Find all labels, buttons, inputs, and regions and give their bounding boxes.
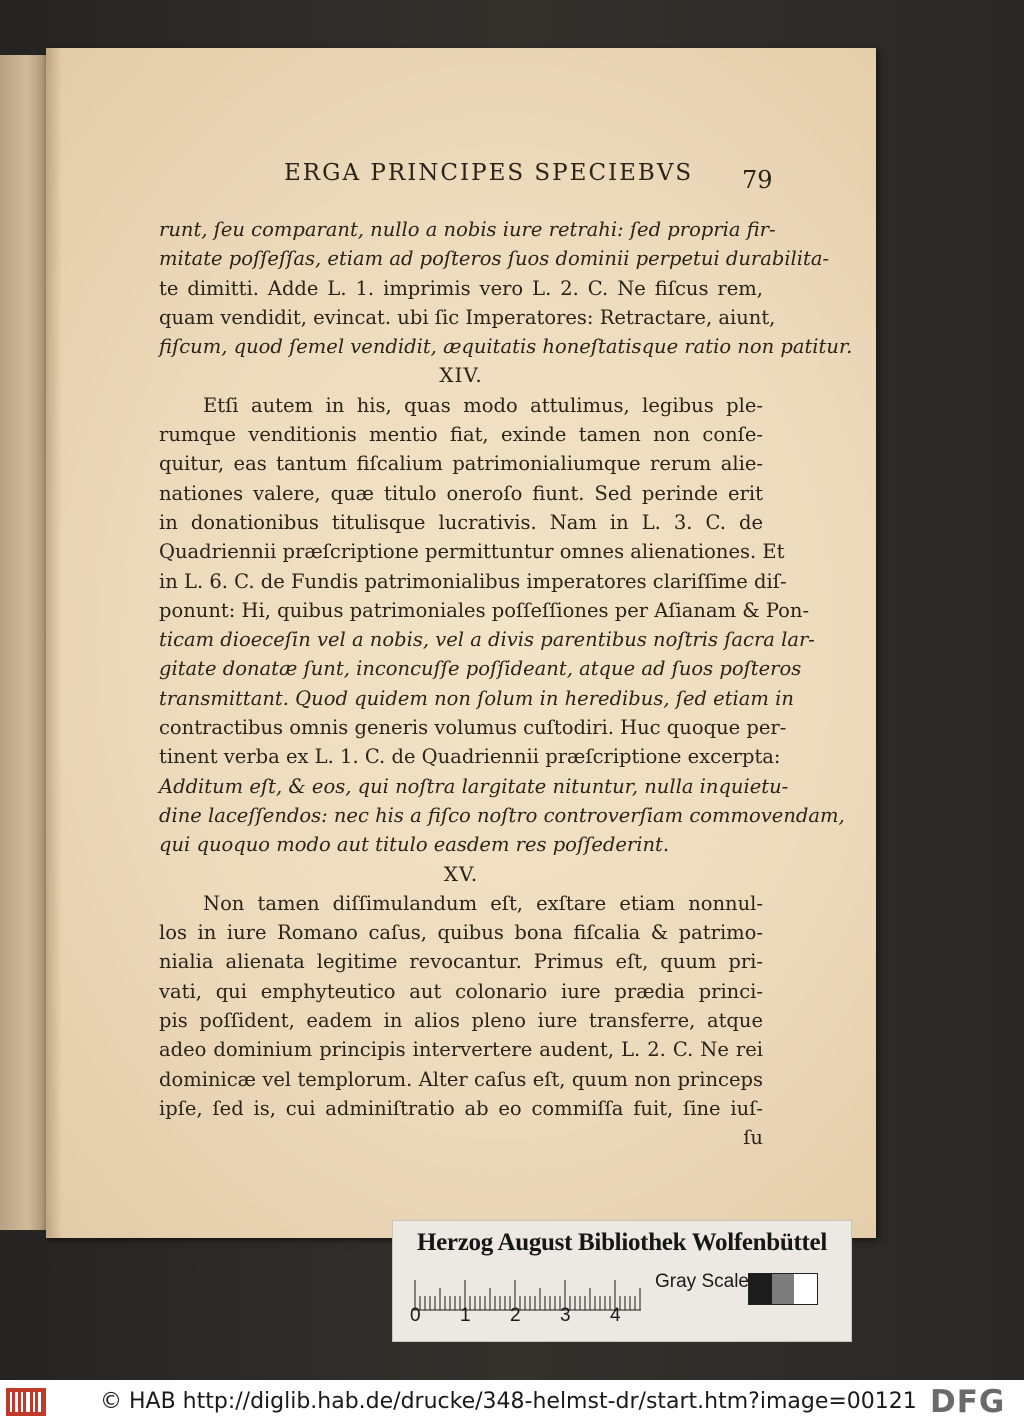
ruler-number: 2 xyxy=(510,1305,521,1326)
text-line: in L. 6. C. de Fundis patrimonialibus imperatores clariſſime diſ- xyxy=(159,569,787,593)
book-page xyxy=(46,48,876,1238)
ruler-number: 1 xyxy=(460,1305,471,1326)
library-name: Herzog August Bibliothek Wolfenbüttel xyxy=(416,1229,827,1256)
text-line: transmittant. Quod quidem non ſolum in heredibus, ſed etiam in xyxy=(159,686,794,710)
running-head: ERGA PRINCIPES SPECIEBVS xyxy=(284,160,694,186)
text-line: ipſe, ſed is, cui adminiſtratio ab eo commiſſa fuit, ſine iuſ- xyxy=(159,1096,763,1120)
text-line: gitate donatæ ſunt, inconcuſſe poſſideant, atque ad ſuos poſteros xyxy=(159,657,802,681)
text-line: mitate poſſeſſas, etiam ad poſteros ſuos dominii perpetui durabilita- xyxy=(159,247,830,271)
page-gutter-shadow xyxy=(46,48,62,1238)
text-line: runt, ſeu comparant, nullo a nobis iure retrahi: ſed propria fir- xyxy=(159,218,776,241)
copyright-url[interactable]: © HAB http://diglib.hab.de/drucke/348-helmst-dr/start.htm?image=00121 xyxy=(100,1389,917,1414)
footer-bar xyxy=(0,1380,1024,1424)
text-line: dominicæ vel templorum. Alter caſus eſt, quum non princeps xyxy=(159,1067,763,1091)
text-line: pis poſſident, eadem in alios pleno iure transferre, atque xyxy=(159,1009,763,1033)
ruler-numbers xyxy=(410,1305,653,1329)
page-number: 79 xyxy=(742,166,773,194)
section-heading: XIV. xyxy=(439,363,483,388)
gray-scale-label: Gray Scale xyxy=(655,1271,749,1292)
text-line: te dimitti. Adde L. 1. imprimis vero L. 2. C. Ne fiſcus rem, xyxy=(159,276,763,300)
text-line: Non tamen diſſimulandum eſt, exſtare etiam nonnul- xyxy=(203,891,763,915)
catchword: ſu xyxy=(743,1126,763,1150)
library-color-target xyxy=(392,1220,852,1342)
text-line: quam vendidit, evincat. ubi ſic Imperatores: Retractare, aiunt, xyxy=(159,305,776,329)
text-line: vati, qui emphyteutico aut colonario iure prædia princi- xyxy=(159,979,763,1003)
gray-scale-swatch xyxy=(748,1273,818,1305)
text-line: Etſi autem in his, quas modo attulimus, legibus ple- xyxy=(203,393,763,417)
barcode-icon xyxy=(6,1388,46,1416)
text-line: ponunt: Hi, quibus patrimoniales poſſeſſiones per Aſianam & Pon- xyxy=(159,598,810,622)
text-line: Quadriennii præſcriptione permittuntur omnes alienationes. Et xyxy=(159,540,785,564)
text-line: adeo dominium principis intervertere audent, L. 2. C. Ne rei xyxy=(159,1038,763,1062)
text-line: nialia alienata legitime revocantur. Primus eſt, quum pri- xyxy=(159,950,763,974)
section-heading: XV. xyxy=(443,861,479,886)
text-line: los in iure Romano caſus, quibus bona fiſcalia & patrimo- xyxy=(159,921,763,945)
previous-page-edge xyxy=(0,55,48,1230)
text-line: qui quoquo modo aut titulo easdem res poſſederint. xyxy=(159,833,670,857)
text-line: nationes valere, quæ titulo oneroſo fiunt. Sed perinde erit xyxy=(159,481,763,505)
ruler-number: 0 xyxy=(410,1305,421,1326)
page-body-text xyxy=(159,215,853,1153)
text-line: Additum eſt, & eos, qui noſtra largitate nituntur, nulla inquietu- xyxy=(159,774,789,798)
text-line: dine laceſſendos: nec his a fiſco noſtro controverſiam commovendam, xyxy=(159,803,845,827)
ruler-number: 3 xyxy=(560,1305,571,1326)
text-line: quitur, eas tantum fiſcalium patrimonialiumque rerum alie- xyxy=(159,452,763,476)
dfg-logo: DFG xyxy=(930,1384,1006,1420)
text-line: rumque venditionis mentio fiat, exinde tamen non conſe- xyxy=(159,423,763,447)
text-line: tinent verba ex L. 1. C. de Quadriennii præſcriptione excerpta: xyxy=(159,745,781,769)
ruler-number: 4 xyxy=(610,1305,621,1326)
text-line: contractibus omnis generis volumus cuſtodiri. Huc quoque per- xyxy=(159,716,787,740)
text-line: in donationibus titulisque lucrativis. Nam in L. 3. C. de xyxy=(159,510,763,534)
text-line: fiſcum, quod ſemel vendidit, æquitatis honeſtatisque ratio non patitur. xyxy=(159,335,853,359)
text-line: ticam dioeceſin vel a nobis, vel a divis parentibus noſtris ſacra lar- xyxy=(159,628,815,652)
